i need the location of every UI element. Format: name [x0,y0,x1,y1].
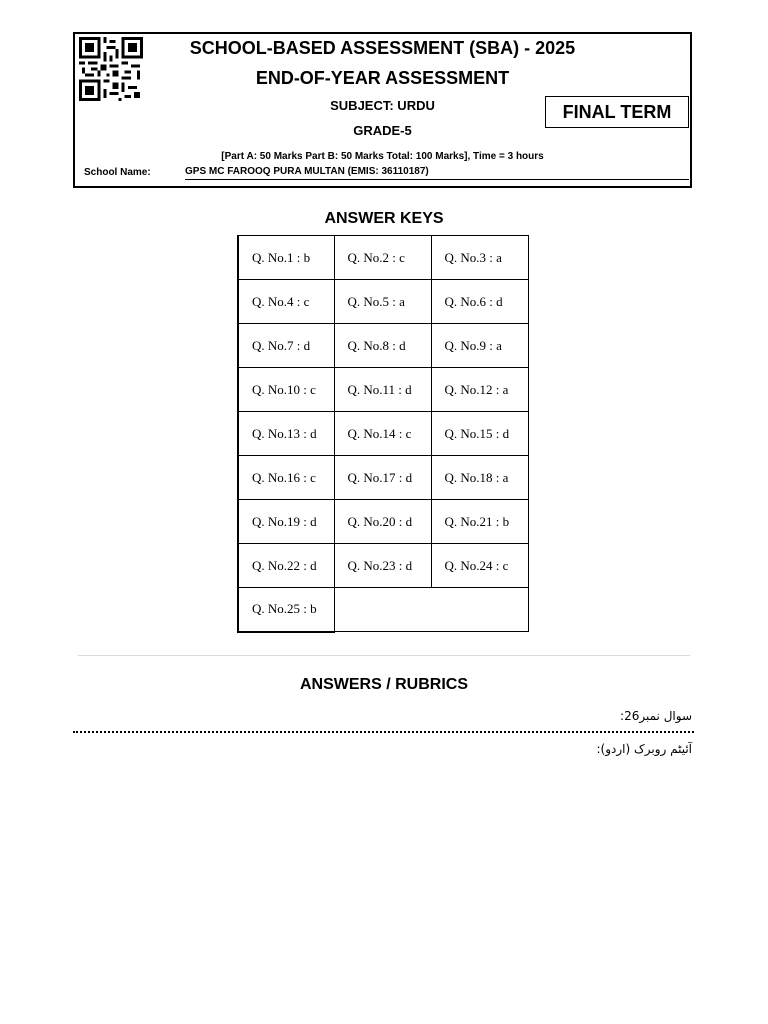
answer-key-cell: Q. No.18 : a [431,456,528,500]
answer-key-cell: Q. No.25 : b [238,588,334,632]
table-row [238,280,528,324]
item-rubric-label: آئیٹم روبرک (اردو): [596,742,692,756]
answer-key-cell: Q. No.19 : d [238,500,334,544]
answer-key-cell: Q. No.22 : d [238,544,334,588]
answer-key-cell: Q. No.4 : c [238,280,334,324]
answer-key-cell: Q. No.8 : d [334,324,431,368]
school-name-label: School Name: [84,167,151,178]
section-divider [78,655,690,656]
table-row [238,324,528,368]
answer-keys-table [237,235,529,633]
school-name-value: GPS MC FAROOQ PURA MULTAN (EMIS: 36110187) [185,166,689,180]
answer-key-cell: Q. No.6 : d [431,280,528,324]
answer-key-cell: Q. No.24 : c [431,544,528,588]
answer-key-cell: Q. No.9 : a [431,324,528,368]
table-row [238,412,528,456]
answer-keys-title: ANSWER KEYS [324,210,444,227]
final-term-badge: FINAL TERM [545,96,689,128]
answer-key-cell: Q. No.14 : c [334,412,431,456]
empty-cell [334,588,528,632]
answer-key-cell: Q. No.11 : d [334,368,431,412]
answer-key-cell: Q. No.1 : b [238,236,334,280]
question-26-label: سوال نمبر26: [620,709,692,723]
table-row [238,368,528,412]
grade-label: GRADE-5 [353,123,412,138]
assessment-subtitle: END-OF-YEAR ASSESSMENT [255,68,510,88]
answer-key-cell: Q. No.16 : c [238,456,334,500]
table-row [238,456,528,500]
subject-label: SUBJECT: URDU [330,98,435,113]
answer-dotted-line [73,731,694,733]
table-row [238,500,528,544]
answer-key-cell: Q. No.5 : a [334,280,431,324]
answer-key-cell: Q. No.17 : d [334,456,431,500]
table-row [238,544,528,588]
answer-key-cell: Q. No.13 : d [238,412,334,456]
answer-key-cell: Q. No.2 : c [334,236,431,280]
answer-key-cell: Q. No.21 : b [431,500,528,544]
answer-key-cell: Q. No.7 : d [238,324,334,368]
header-box [73,32,692,188]
table-row [238,588,528,632]
answer-key-cell: Q. No.23 : d [334,544,431,588]
table-row [238,236,528,280]
answer-key-cell: Q. No.12 : a [431,368,528,412]
rubrics-title: ANSWERS / RUBRICS [299,676,468,693]
answer-key-cell: Q. No.3 : a [431,236,528,280]
marks-info: [Part A: 50 Marks Part B: 50 Marks Total: 100 Marks], Time = 3 hours [221,151,544,162]
answer-key-cell: Q. No.10 : c [238,368,334,412]
answer-key-cell: Q. No.15 : d [431,412,528,456]
answer-key-cell: Q. No.20 : d [334,500,431,544]
assessment-title: SCHOOL-BASED ASSESSMENT (SBA) - 2025 [189,38,576,58]
